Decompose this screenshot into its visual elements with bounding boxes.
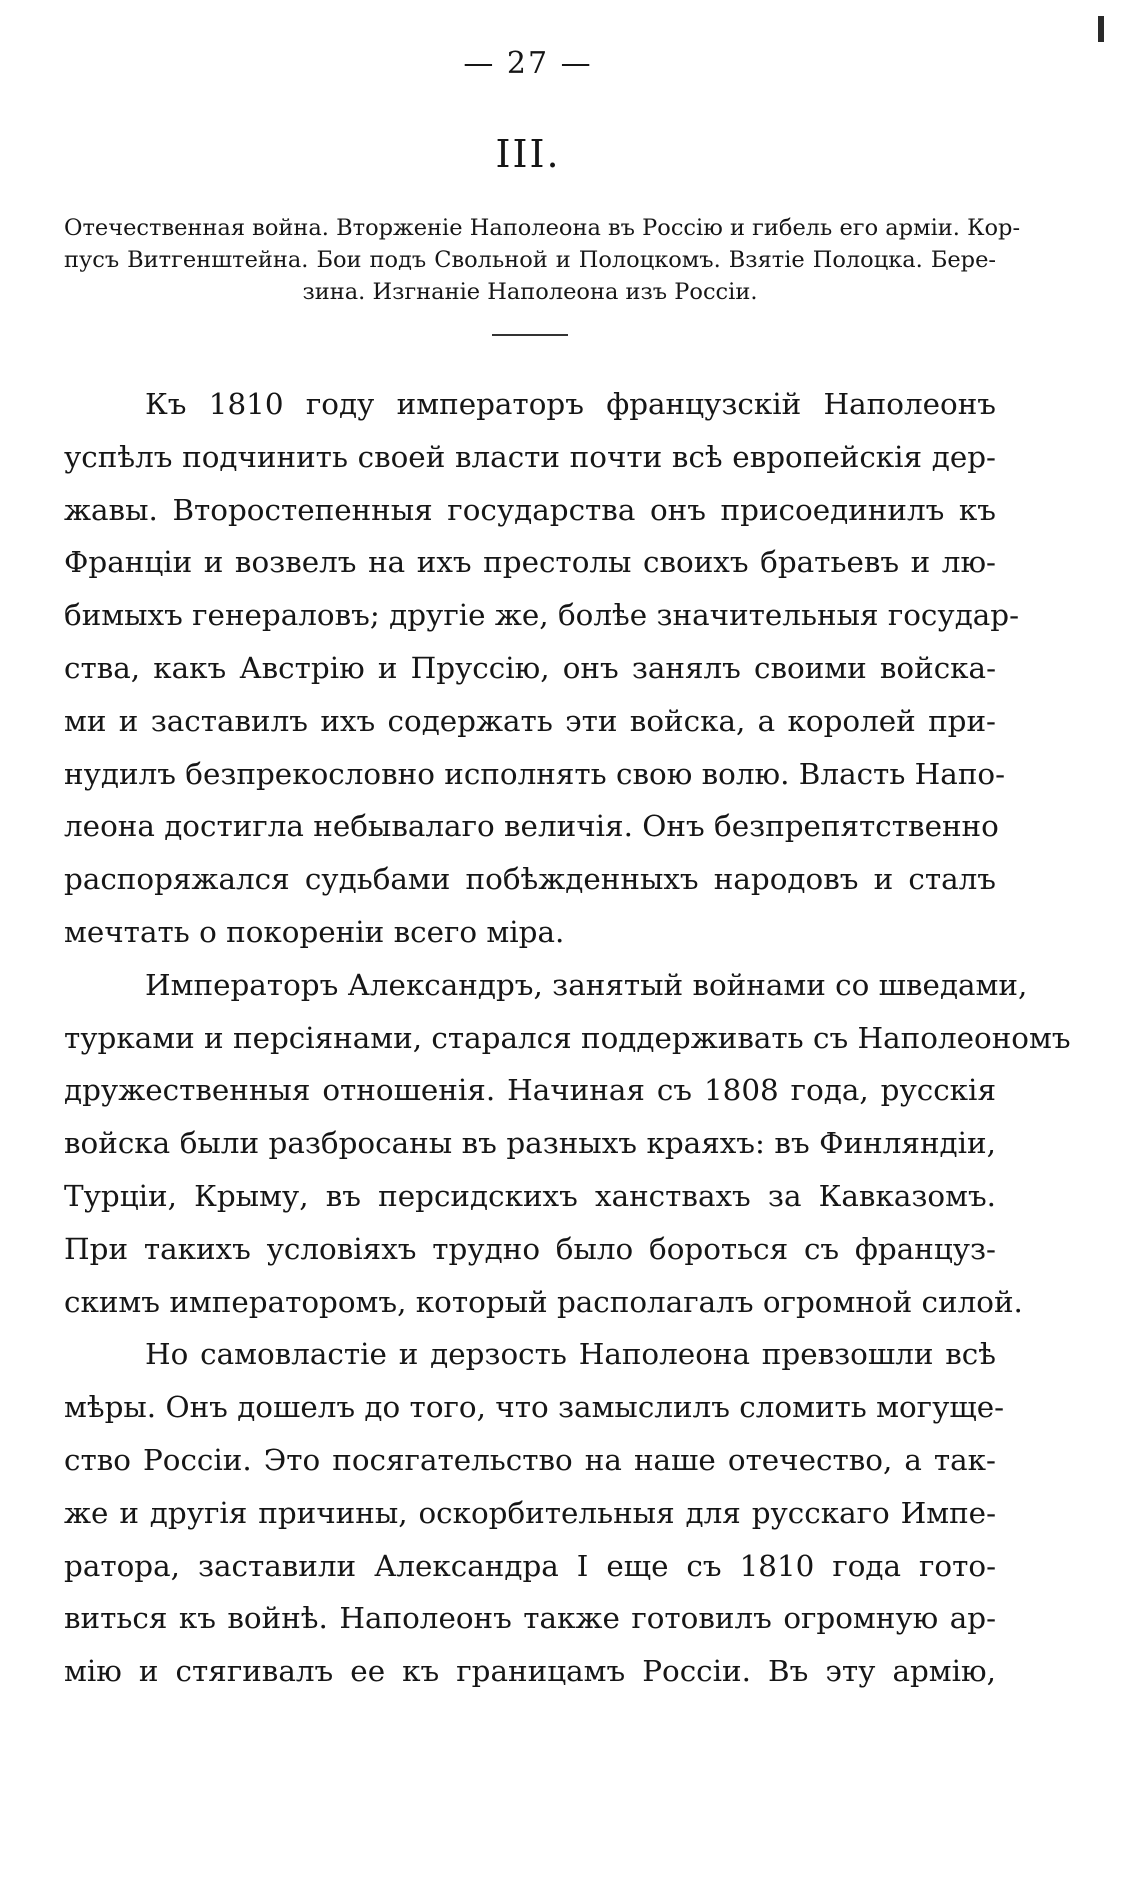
chapter-number: III. bbox=[495, 132, 561, 176]
text-line: Турціи, Крыму, въ персидскихъ ханствахъ за Кавказомъ. bbox=[64, 1178, 996, 1213]
text-line: распоряжался судьбами побѣжденныхъ народовъ и сталъ bbox=[64, 862, 996, 897]
section-divider bbox=[492, 334, 568, 336]
text-line: войска были разбросаны въ разныхъ краяхъ: въ Финляндіи, bbox=[64, 1126, 996, 1161]
text-line: Но самовластіе и дерзость Наполеона превзошли всѣ bbox=[145, 1337, 996, 1372]
text-line: мѣры. Онъ дошелъ до того, что замыслилъ сломить могуще- bbox=[64, 1390, 1005, 1425]
text-line: бимыхъ генераловъ; другіе же, болѣе значительныя государ- bbox=[64, 598, 1020, 633]
text-line: нудилъ безпрекословно исполнять свою волю. Власть Напо- bbox=[64, 756, 1006, 791]
text-line: Франціи и возвелъ на ихъ престолы своихъ братьевъ и лю- bbox=[64, 545, 996, 580]
text-line: леона достигла небывалаго величія. Онъ безпрепятственно bbox=[64, 809, 999, 844]
page-edge-mark bbox=[1098, 16, 1104, 42]
text-line: Императоръ Александръ, занятый войнами со шведами, bbox=[145, 967, 1028, 1002]
text-line: мечтать о покореніи всего міра. bbox=[64, 914, 565, 949]
text-line: жавы. Второстепенныя государства онъ присоединилъ къ bbox=[64, 492, 996, 527]
text-line: скимъ императоромъ, который располагалъ огромной силой. bbox=[64, 1284, 1023, 1319]
summary-line: зина. Изгнаніе Наполеона изъ Россіи. bbox=[302, 279, 758, 305]
text-line: При такихъ условіяхъ трудно было бороться съ француз- bbox=[64, 1231, 996, 1266]
text-line: мію и стягивалъ ее къ границамъ Россіи. Въ эту армію, bbox=[64, 1654, 996, 1689]
body-text bbox=[64, 378, 1071, 1698]
text-line: Къ 1810 году императоръ французскій Наполеонъ bbox=[145, 387, 996, 421]
chapter-summary bbox=[64, 212, 1021, 308]
summary-line: Отечественная война. Вторженіе Наполеона въ Россію и гибель его арміи. Кор- bbox=[64, 215, 1021, 241]
summary-line: пусъ Витгенштейна. Бои подъ Свольной и Полоцкомъ. Взятіе Полоцка. Бере- bbox=[64, 247, 996, 273]
text-line: дружественныя отношенія. Начиная съ 1808 года, русскія bbox=[64, 1073, 996, 1108]
text-line: ратора, заставили Александра I еще съ 1810 года гото- bbox=[64, 1548, 996, 1583]
text-line: виться къ войнѣ. Наполеонъ также готовилъ огромную ар- bbox=[64, 1601, 996, 1636]
text-line: ства, какъ Австрію и Пруссію, онъ занялъ своими войска- bbox=[64, 650, 996, 685]
text-line: ми и заставилъ ихъ содержать эти войска, а королей при- bbox=[64, 703, 996, 738]
text-line: турками и персіянами, старался поддерживать съ Наполеономъ bbox=[64, 1020, 1071, 1055]
text-line: успѣлъ подчинить своей власти почти всѣ европейскія дер- bbox=[64, 439, 996, 474]
text-line: ство Россіи. Это посягательство на наше отечество, а так- bbox=[64, 1442, 996, 1477]
page-number: — 27 — bbox=[463, 46, 593, 81]
text-line: же и другія причины, оскорбительныя для русскаго Импе- bbox=[64, 1495, 996, 1530]
